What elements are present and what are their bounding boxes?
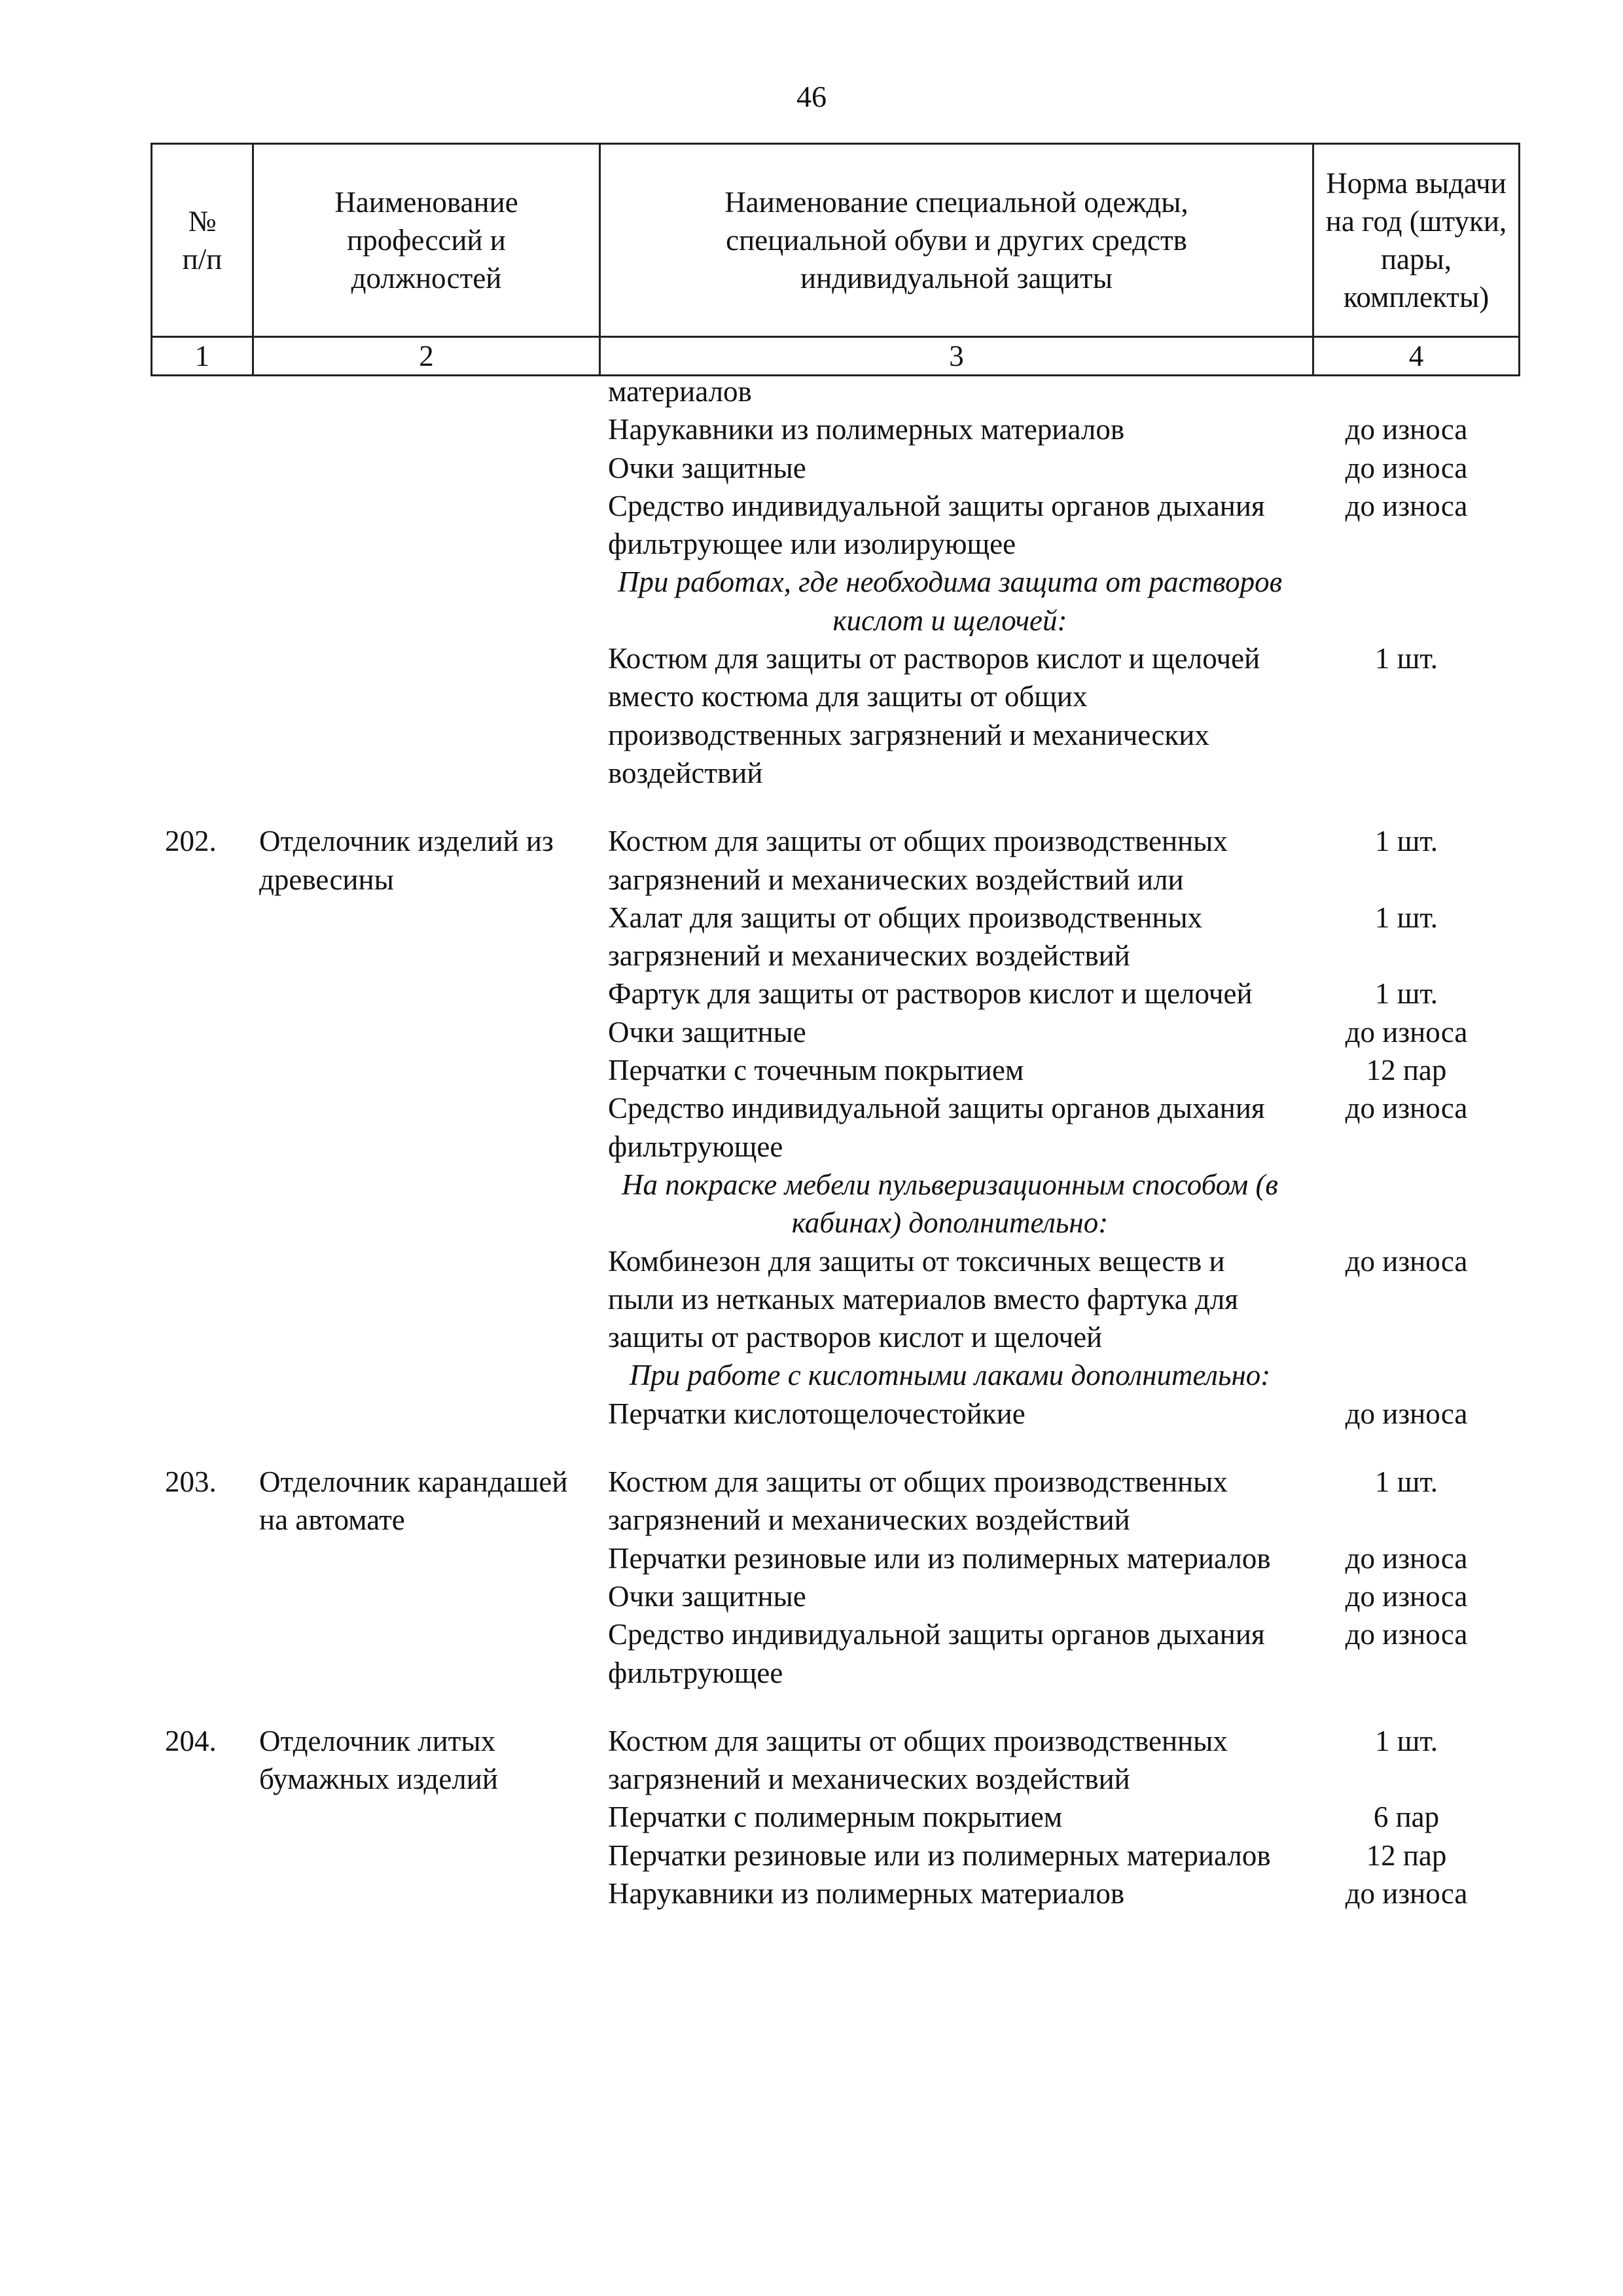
equipment-item (608, 372, 1518, 410)
equipment-name: Фартук для защиты от растворов кислот и щелочей (608, 977, 1253, 1011)
issue-norm: до износа (1345, 1876, 1468, 1910)
profession-name (252, 372, 599, 792)
issue-norm: 12 пар (1366, 1054, 1447, 1087)
table-row (151, 1722, 1518, 1912)
issue-norm: до износа (1345, 1541, 1468, 1575)
issue-norm: до износа (1345, 489, 1468, 522)
issue-norm: до износа (1345, 1397, 1468, 1430)
header-col-profession: Наименование профессий и должностей (253, 144, 600, 337)
equipment-name: Очки защитные (608, 1579, 806, 1613)
header-row (152, 144, 1520, 337)
equipment-item (608, 1615, 1518, 1692)
profession-name: Отделочник литых бумажных изделий (259, 1724, 498, 1796)
issue-norm: до износа (1345, 413, 1468, 446)
condition-note: При работе с кислотными лаками дополнительно: (629, 1359, 1271, 1392)
equipment-name: Нарукавники из полимерных материалов (608, 1876, 1125, 1910)
equipment-name: Перчатки с полимерным покрытием (608, 1801, 1063, 1834)
header-col-equipment: Наименование специальной одежды, специальной обуви и других средств индивидуальной защиты (600, 144, 1313, 337)
header-num-3: 3 (600, 337, 1313, 376)
equipment-name: Перчатки резиновые или из полимерных материалов (608, 1839, 1271, 1872)
issue-norm: до износа (1345, 1618, 1468, 1651)
equipment-name: Костюм для защиты от общих производственных загрязнений и механических воздействий (608, 1465, 1228, 1537)
header-num-4: 4 (1313, 337, 1520, 376)
equipment-item (608, 1013, 1518, 1051)
row-number (151, 372, 252, 792)
issue-norm: 1 шт. (1375, 1724, 1438, 1757)
equipment-item (608, 1242, 1518, 1357)
equipment-name: Халат для защиты от общих производственных загрязнений и механических воздействий (608, 901, 1203, 973)
equipment-item (608, 822, 1518, 899)
equipment-item (608, 487, 1518, 564)
header-num-1: 1 (152, 337, 253, 376)
page-number: 46 (796, 80, 827, 113)
equipment-item (608, 899, 1518, 975)
header-col-number: № п/п (152, 144, 253, 337)
condition-note: На покраске мебели пульверизационным способом (в кабинах) дополнительно: (622, 1168, 1278, 1240)
table-row (151, 1463, 1518, 1692)
equipment-item (608, 975, 1518, 1013)
equipment-item (608, 1722, 1518, 1799)
table-row (151, 822, 1518, 1433)
condition-note: При работах, где необходима защита от растворов кислот и щелочей: (617, 565, 1283, 637)
equipment-item (608, 1798, 1518, 1836)
equipment-name: Очки защитные (608, 1015, 806, 1049)
equipment-name: Комбинезон для защиты от токсичных веществ и пыли из нетканых материалов вместо фартука для защиты от растворов кислот и щелочей (608, 1244, 1239, 1354)
profession-name: Отделочник изделий из древесины (259, 825, 554, 896)
header-col-norm: Норма выдачи на год (штуки, пары, комплекты) (1313, 144, 1520, 337)
equipment-item (608, 410, 1518, 448)
equipment-item (608, 639, 1518, 792)
equipment-name: Костюм для защиты от общих производственных загрязнений и механических воздействий (608, 1724, 1228, 1796)
issue-norm: 12 пар (1366, 1839, 1447, 1872)
issue-norm: 1 шт. (1375, 901, 1438, 934)
issue-norm: 1 шт. (1375, 977, 1438, 1011)
equipment-name: Костюм для защиты от общих производственных загрязнений и механических воздействий или (608, 825, 1228, 896)
equipment-item (608, 1874, 1518, 1912)
equipment-name: Перчатки с точечным покрытием (608, 1054, 1024, 1087)
equipment-item (608, 1089, 1518, 1166)
equipment-name: материалов (608, 375, 752, 408)
table-header (151, 143, 1520, 376)
issue-norm: до износа (1345, 1244, 1468, 1278)
equipment-item (608, 1837, 1518, 1874)
table-row (151, 372, 1518, 792)
header-numbers-row (152, 337, 1520, 376)
issue-norm: до износа (1345, 1579, 1468, 1613)
equipment-name: Средство индивидуальной защиты органов дыхания фильтрующее (608, 1618, 1265, 1689)
equipment-item (608, 1395, 1518, 1433)
equipment-name: Средство индивидуальной защиты органов дыхания фильтрующее (608, 1092, 1265, 1163)
issue-norm: 1 шт. (1375, 1465, 1438, 1499)
equipment-item (608, 1539, 1518, 1577)
header-num-2: 2 (253, 337, 600, 376)
equipment-name: Перчатки резиновые или из полимерных материалов (608, 1541, 1271, 1575)
row-number: 202. (165, 825, 217, 858)
issue-norm: до износа (1345, 1092, 1468, 1125)
issue-norm: 1 шт. (1375, 825, 1438, 858)
equipment-list (599, 372, 1518, 792)
issue-norm: до износа (1345, 1015, 1468, 1049)
equipment-name: Средство индивидуальной защиты органов дыхания фильтрующее или изолирующее (608, 489, 1265, 561)
equipment-item (608, 449, 1518, 487)
equipment-item (608, 1463, 1518, 1539)
equipment-name: Нарукавники из полимерных материалов (608, 413, 1125, 446)
table-body (151, 372, 1518, 1912)
row-number: 203. (165, 1465, 217, 1499)
equipment-list (599, 822, 1518, 1433)
equipment-name: Перчатки кислотощелочестойкие (608, 1397, 1026, 1430)
row-number: 204. (165, 1724, 217, 1757)
issue-norm: 1 шт. (1375, 642, 1438, 675)
equipment-list (599, 1722, 1518, 1912)
issue-norm (1292, 372, 1518, 410)
equipment-item (608, 1051, 1518, 1089)
equipment-name: Костюм для защиты от растворов кислот и щелочей вместо костюма для защиты от общих производственных загрязнений и механических воздействий (608, 642, 1260, 789)
equipment-name: Очки защитные (608, 451, 806, 484)
issue-norm: до износа (1345, 451, 1468, 484)
equipment-item (608, 1577, 1518, 1615)
issue-norm: 6 пар (1373, 1801, 1440, 1834)
equipment-list (599, 1463, 1518, 1692)
profession-name: Отделочник карандашей на автомате (259, 1465, 568, 1537)
